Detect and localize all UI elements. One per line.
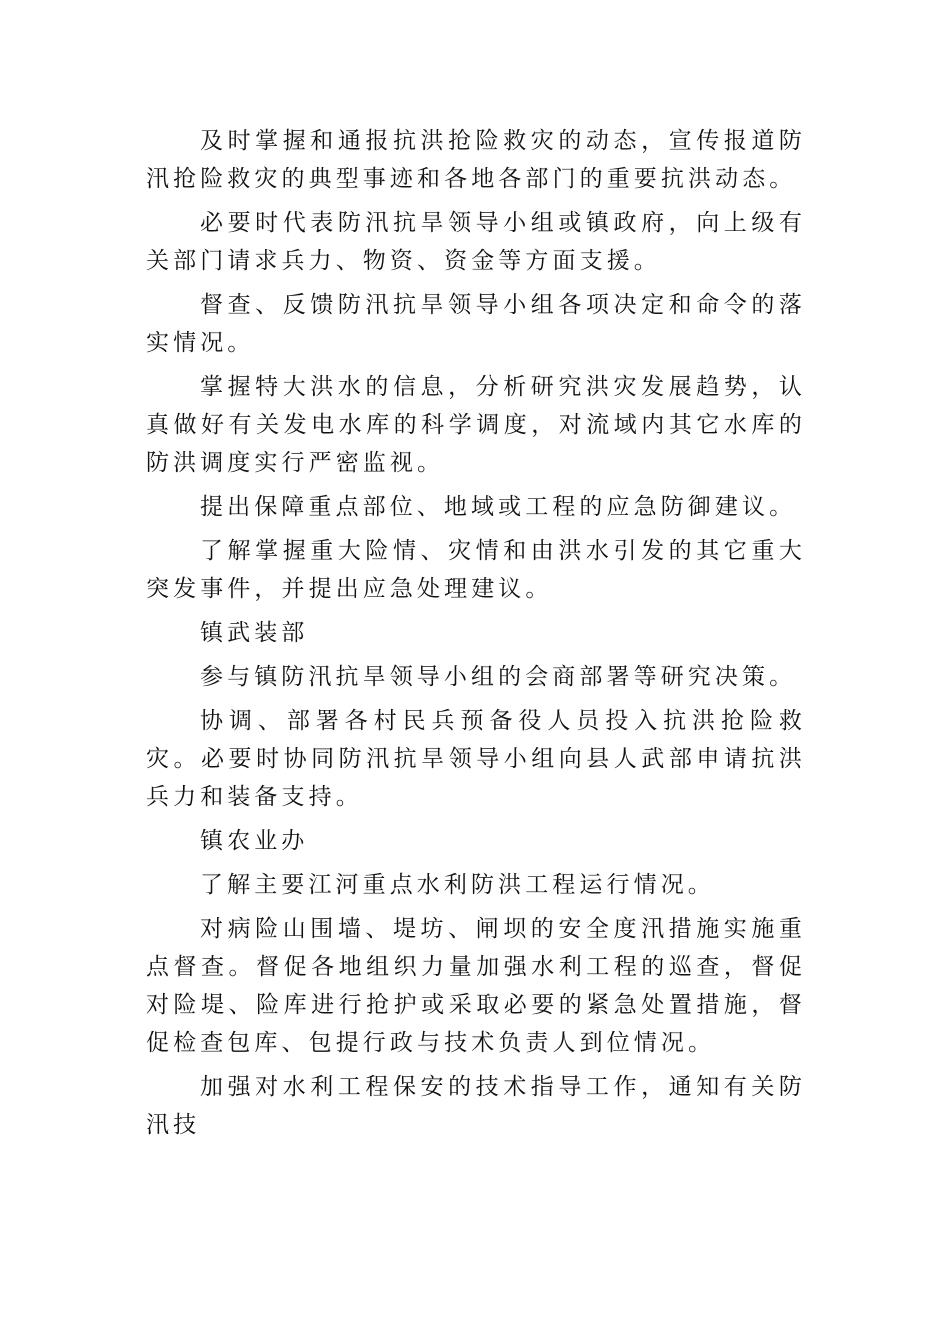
document-body — [146, 122, 806, 1144]
paragraph-militia-deployment: 协调、部署各村民兵预备役人员投入抗洪抢险救灾。必要时协同防汛抗旱领导小组向县人武部申请抗洪兵力和装备支持。 — [146, 708, 806, 810]
paragraph-request-support: 必要时代表防汛抗旱领导小组或镇政府，向上级有关部门请求兵力、物资、资金等方面支援。 — [146, 210, 806, 274]
paragraph-flood-news: 及时掌握和通报抗洪抢险救灾的动态，宣传报道防汛抢险救灾的典型事迹和各地各部门的重要抗洪动态。 — [146, 128, 806, 192]
paragraph-technical-guidance: 加强对水利工程保安的技术指导工作，通知有关防汛技 — [146, 1074, 806, 1138]
section-heading-armed-forces: 镇武装部 — [200, 620, 309, 646]
paragraph-supervise-decisions: 督查、反馈防汛抗旱领导小组各项决定和命令的落实情况。 — [146, 292, 806, 356]
paragraph-defense-suggestions: 提出保障重点部位、地域或工程的应急防御建议。 — [200, 494, 797, 520]
paragraph-flood-analysis: 掌握特大洪水的信息，分析研究洪灾发展趋势，认真做好有关发电水库的科学调度，对流域内其它水库的防洪调度实行严密监视。 — [146, 374, 806, 476]
paragraph-armed-forces-decision: 参与镇防汛抗旱领导小组的会商部署等研究决策。 — [200, 664, 797, 690]
section-heading-agriculture-office: 镇农业办 — [200, 828, 309, 854]
paragraph-key-inspection: 对病险山围墙、堤坊、闸坝的安全度汛措施实施重点督查。督促各地组织力量加强水利工程的巡查，督促对险堤、险库进行抢护或采取必要的紧急处置措施，督促检查包库、包提行政与技术负责人到位情况。 — [146, 916, 806, 1056]
paragraph-emergency-events: 了解掌握重大险情、灾情和由洪水引发的其它重大突发事件，并提出应急处理建议。 — [146, 538, 806, 602]
paragraph-water-projects: 了解主要江河重点水利防洪工程运行情况。 — [200, 872, 715, 898]
